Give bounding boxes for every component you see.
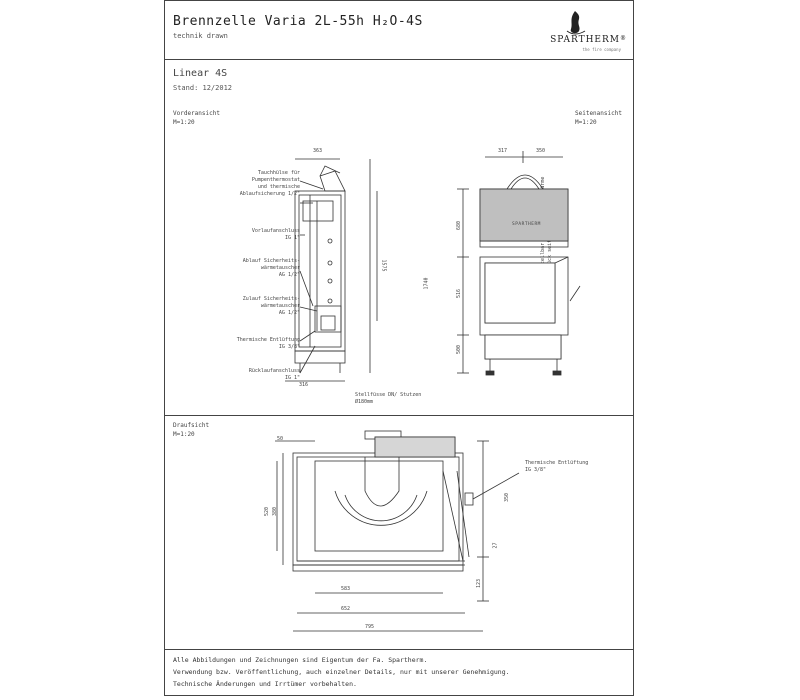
top-dim-depth: 520 [264,506,271,517]
side-view-base [485,335,561,359]
top-dim-side: 350 [504,492,511,503]
top-dim-front: 583 [341,586,351,592]
drawing-sheet [164,0,634,696]
front-dim-height: 1575 [380,259,387,272]
side-dim-top-left: 317 [498,148,508,154]
front-dim-top: 363 [313,148,323,154]
feet-label: Stellfüsse DN/ Stutzen Ø180mm [355,392,422,405]
model-date: Stand: 12/2012 [173,84,233,92]
label-sensor-sleeve: Tauchhülse für Pumpenthermostat und thermische Ablaufsicherung 1/2" [239,170,300,197]
top-dim-low: 123 [476,578,483,589]
side-dim-total: 1740 [423,277,430,290]
top-view-title: Draufsicht [173,422,210,429]
front-view-scale: M=1:20 [173,119,195,126]
top-view-scale: M=1:20 [173,431,195,438]
footer-line-1: Alle Abbildungen und Zeichnungen sind Eigentum der Fa. Spartherm. [173,656,428,664]
top-vent-label: Thermische Entlüftung IG 3/8" [525,460,589,473]
side-view-title: Seitenansicht [575,110,622,117]
side-view-scale: M=1:20 [575,119,597,126]
top-dim-left: 50 [277,436,284,442]
top-view-drawing [272,431,519,631]
footer-line-3: Technische Änderungen und Irrtümer vorbehalten. [173,680,357,688]
side-dim-mid: 516 [456,288,463,299]
label-safety-outlet: Ablauf Sicherheits- wärmetauscher AG 1/2" [242,258,300,278]
front-view-title: Vorderansicht [173,110,220,117]
brand-name: SPARTHERM® [550,35,627,45]
label-flow-connection: Vorlaufanschluss IG 1" [251,228,300,241]
side-dim-upper: 680 [456,220,463,231]
top-dim-small: 27 [492,542,499,549]
side-view-brand-plate: SPARTHERM [512,222,541,227]
label-return-connection: Rücklaufanschluss IG 1" [248,368,300,381]
top-view-flue [375,437,455,457]
side-view-firebox [485,263,555,323]
label-thermal-vent: Thermische Entlüftung IG 3/8" [236,337,300,350]
side-view-top-panel [480,189,568,241]
brand-tagline: the fire company [582,47,621,52]
side-dim-top-right: 350 [536,148,546,154]
front-view-drawing [285,159,377,381]
drawing-subtitle: technik drawn [173,32,228,40]
footer-line-2: Verwendung bzw. Veröffentlichung, auch einzelner Details, nur mit unserer Genehmigung. [173,668,510,676]
model-name: Linear 4S [173,68,228,79]
top-dim-width: 652 [341,606,351,612]
side-dim-low: 500 [456,344,463,355]
top-dim-total: 795 [365,624,375,630]
front-dim-bottom: 316 [299,382,309,388]
drawing-title: Brennzelle Varia 2L-55h H₂O-4S [173,14,423,29]
technical-drawing [165,1,635,697]
label-safety-inlet: Zulauf Sicherheits- wärmetauscher AG 1/2" [242,296,300,316]
top-dim-depth2: 380 [272,506,279,517]
